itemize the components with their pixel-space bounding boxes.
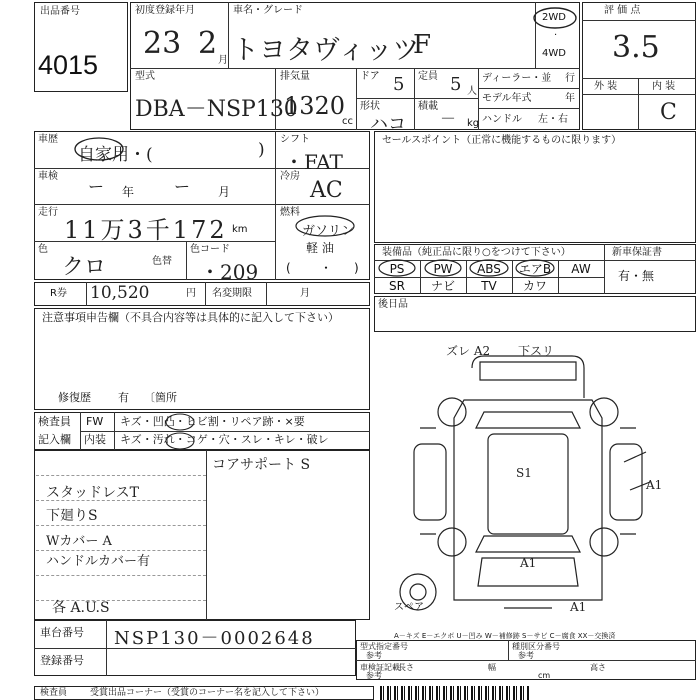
registration-label: 登録番号 xyxy=(40,654,84,667)
displacement-label: 排気量 xyxy=(280,71,310,82)
recycle-label: R券 xyxy=(50,288,67,299)
repair-history-value: 有 xyxy=(118,391,129,404)
spare-tire-label: スペア xyxy=(394,602,424,613)
grade-value: F xyxy=(413,30,432,60)
fuel-open: ( xyxy=(286,261,291,275)
type-designation-ref: 参考 xyxy=(366,651,382,660)
fuel-value: ガソリン xyxy=(302,224,355,239)
length-label: 長さ xyxy=(398,663,414,672)
ac-value: AC xyxy=(310,178,343,203)
height-label: 高さ xyxy=(590,663,606,672)
evaluation-score: 3.5 xyxy=(612,30,660,65)
equip-pw: PW xyxy=(433,262,453,276)
evaluation-box xyxy=(582,2,696,130)
registration-year: 23 xyxy=(143,26,182,61)
ac-label: 冷房 xyxy=(280,171,300,182)
diagram-note-underscrape: 下スリ xyxy=(518,344,555,358)
shift-label: シフト xyxy=(280,134,310,145)
remark-core-support: コアサポート S xyxy=(212,457,311,473)
capacity-unit: 人 xyxy=(467,86,477,97)
body-shape-value: ハコ xyxy=(370,114,406,135)
diagram-roof-mark: S1 xyxy=(516,466,532,480)
recycle-box xyxy=(34,282,370,306)
type-designation-label: 型式指定番号 xyxy=(360,642,408,651)
equipment-circle-marks xyxy=(374,258,604,278)
interior-grade-label: 内 装 xyxy=(652,81,676,92)
barcode xyxy=(380,686,530,700)
inspection-label: 車検 xyxy=(38,171,58,182)
diagram-bottom-mark: A1 xyxy=(570,600,587,614)
displacement-value: 1320 xyxy=(284,92,346,120)
color-code-value: ・209 xyxy=(200,260,259,284)
model-code-label: 型式 xyxy=(135,71,155,82)
equip-tv: TV xyxy=(481,279,497,293)
history-close: ) xyxy=(258,140,265,160)
handle-value: 左・右 xyxy=(538,114,568,125)
fuel-dot: ・ xyxy=(320,261,333,275)
sales-point-box xyxy=(374,131,696,243)
drive-dot: · xyxy=(554,30,558,41)
repair-history-label: 修復歴 xyxy=(58,391,91,404)
fuel-alt: 軽 油 xyxy=(306,241,334,255)
notes-label: 注意事項申告欄（不具合内容等は具体的に記入して下さい） xyxy=(42,311,339,324)
class-number-label: 種別区分番号 xyxy=(512,642,560,651)
footer-inspector: 検査員 xyxy=(40,688,68,698)
equip-navi: ナビ xyxy=(430,279,455,293)
body-shape-label: 形状 xyxy=(360,101,380,112)
drive-4wd: 4WD xyxy=(542,48,566,59)
lot-number-value: 4015 xyxy=(38,50,99,80)
load-label: 積載 xyxy=(418,101,438,112)
equip-sr: SR xyxy=(389,279,405,293)
load-value: － xyxy=(440,109,457,128)
chassis-label: 車台番号 xyxy=(40,626,84,639)
remark-wheel-cover: Wカバー A xyxy=(46,534,112,549)
name-change-label: 名変期限 xyxy=(212,288,252,299)
car-name-label: 車名・グレード xyxy=(233,5,303,16)
mileage-unit: km xyxy=(232,224,248,235)
model-year-unit: 年 xyxy=(565,93,575,104)
spec-label: 車検証記載 xyxy=(360,663,400,672)
name-change-unit: 月 xyxy=(300,288,310,299)
damage-legend: A－キズ E－エクボ U－凹み W－補修跡 S－サビ C－腐食 XX－交換済 xyxy=(394,632,616,640)
equip-airbag: エアB xyxy=(518,262,552,276)
first-registration-label: 初度登録年月 xyxy=(135,5,195,16)
capacity-label: 定員 xyxy=(418,71,438,82)
width-label: 幅 xyxy=(488,663,496,672)
color-value: クロ xyxy=(62,255,107,280)
equip-abs: ABS xyxy=(477,262,501,276)
chassis-value: NSP130－0002648 xyxy=(114,628,315,649)
diagram-front-mark: A1 xyxy=(520,556,537,570)
drive-2wd: 2WD xyxy=(542,12,566,23)
month-unit: 月 xyxy=(218,55,228,66)
class-number-ref: 参考 xyxy=(518,651,534,660)
recycle-value: 10,520 xyxy=(90,283,150,303)
load-unit: kg xyxy=(467,118,480,129)
mileage-label: 走行 xyxy=(38,207,58,218)
history-label: 車歴 xyxy=(38,134,58,145)
capacity-value: 5 xyxy=(450,74,462,95)
interior-grade-value: C xyxy=(660,100,677,125)
displacement-unit: cc xyxy=(342,116,353,127)
history-value: 自家用・( xyxy=(78,145,153,165)
cm-unit: cm xyxy=(538,671,551,680)
remark-undercarriage: 下廻りS xyxy=(46,508,98,524)
remark-handle-cover: ハンドルカバー有 xyxy=(46,554,151,569)
car-name-value: トヨタヴィッツ xyxy=(232,35,420,66)
exterior-grade-label: 外 装 xyxy=(594,81,618,92)
shift-value: ・FAT xyxy=(284,150,343,174)
diagram-right-mark: A1 xyxy=(646,478,663,492)
door-value: 5 xyxy=(393,74,405,95)
color-label: 色 xyxy=(38,244,48,255)
remark-studless: スタッドレスT xyxy=(46,485,139,501)
gasoline-circle-mark xyxy=(294,214,356,238)
private-use-circle-mark xyxy=(74,136,124,162)
spec-ref: 参考 xyxy=(366,671,382,680)
dealer-option: 行 xyxy=(565,73,575,84)
diagram-note-shift: ズレ A2 xyxy=(446,344,491,358)
footer-text: 受賞出品コーナー（受賞のコーナー名を記入して下さい） xyxy=(90,688,325,698)
inspector-label: 検査員 xyxy=(38,415,71,428)
equip-aw: AW xyxy=(571,262,591,276)
inspection-year-unit: 年 xyxy=(122,185,135,199)
fw-label: FW xyxy=(86,415,104,428)
equip-ps: PS xyxy=(389,262,405,276)
recycle-unit: 円 xyxy=(186,288,196,299)
fw-items: キズ・凹凸・ヒビ割・リペア跡・×要 xyxy=(120,415,305,428)
remark-each: 各 A.U.S xyxy=(52,600,110,616)
inspection-dash-2: ー xyxy=(174,177,191,196)
warranty-value: 有・無 xyxy=(618,269,655,283)
2wd-circle-mark xyxy=(532,6,578,30)
lot-number-label: 出品番号 xyxy=(40,6,80,17)
interior-label: 内装 xyxy=(84,433,106,446)
inspection-month-unit: 月 xyxy=(218,185,231,199)
registration-month: 2 xyxy=(198,26,218,61)
sales-point-label: セールスポイント（正常に機能するものに限ります） xyxy=(382,135,622,146)
inspector-circle-marks xyxy=(160,412,220,452)
door-label: ドア xyxy=(360,71,380,82)
rear-items-box xyxy=(374,296,696,332)
dealer-label: ディーラー・並 xyxy=(482,73,552,84)
interior-items: キズ・汚れ・コゲ・穴・スレ・キレ・破レ xyxy=(120,433,329,446)
equip-leather: カワ xyxy=(522,279,547,293)
model-code-value: DBA－NSP130 xyxy=(135,97,298,122)
fuel-label: 燃料 xyxy=(280,207,300,218)
evaluation-label: 評 価 点 xyxy=(604,5,641,16)
color-change-label: 色替 xyxy=(152,256,172,267)
repair-spot-label: 〔箇所 xyxy=(144,391,177,404)
handle-label: ハンドル xyxy=(482,114,522,125)
mileage-value: 11万3千172 xyxy=(64,216,228,244)
inspection-dash: ー xyxy=(88,177,105,196)
color-code-label: 色コード xyxy=(190,244,230,255)
rear-items-label: 後日品 xyxy=(378,299,408,310)
warranty-label: 新車保証書 xyxy=(612,247,662,258)
inspector-entry-label: 記入欄 xyxy=(38,433,71,446)
fuel-close: ) xyxy=(354,261,359,275)
equipment-label: 装備品（純正品に限り○をつけて下さい） xyxy=(382,247,571,258)
model-year-label: モデル年式 xyxy=(482,93,532,104)
